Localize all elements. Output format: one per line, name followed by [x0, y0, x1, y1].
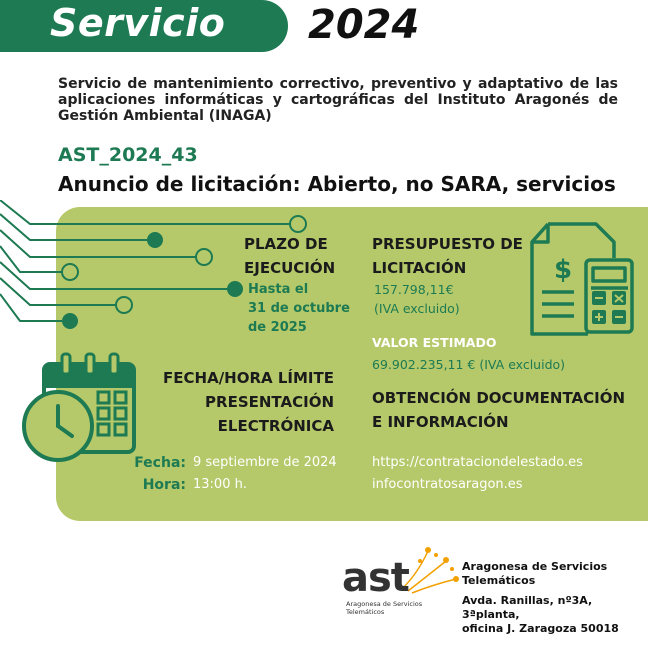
deadline-heading: FECHA/HORA LÍMITE PRESENTACIÓN ELECTRÓNICA — [163, 369, 334, 435]
infocontratos-link[interactable]: infocontratosaragon.es — [372, 477, 523, 492]
plazo-heading: PLAZO DE EJECUCIÓN — [244, 235, 336, 277]
estimated-value: 69.902.235,11 € (IVA excluido) — [372, 357, 566, 372]
presupuesto-amount: 157.798,11€ (IVA excluido) — [374, 282, 460, 316]
year-label: 2024 — [308, 2, 420, 48]
documentation-heading: OBTENCIÓN DOCUMENTACIÓN E INFORMACIÓN — [372, 389, 626, 431]
tender-code: AST_2024_43 — [58, 144, 198, 166]
ast-logo: ast — [342, 555, 409, 601]
presupuesto-heading: PRESUPUESTO DE LICITACIÓN — [372, 235, 523, 277]
documentation-links — [372, 452, 583, 496]
estimated-label: VALOR ESTIMADO — [372, 335, 497, 350]
organization-address: Avda. Ranillas, nº3A, 3ªplanta, oficina J. Zaragoza 50018 — [462, 594, 619, 635]
ast-logo-subtitle: Aragonesa de Servicios Telemáticos — [346, 600, 423, 616]
deadline-values: 9 septiembre de 2024 13:00 h. — [193, 455, 337, 492]
announcement-type: Anuncio de licitación: Abierto, no SARA, servicios — [58, 172, 616, 196]
tender-title: Servicio de mantenimiento correctivo, preventivo y adaptativo de las aplicaciones informáticas y cartográficas del Instituto Aragonés de Gestión Ambiental (INAGA) — [58, 76, 618, 124]
deadline-labels: Fecha: Hora: — [134, 455, 186, 493]
calendar-clock-icon — [16, 352, 138, 466]
svg-text:$: $ — [554, 255, 573, 285]
organization-name: Aragonesa de Servicios Telemáticos — [462, 560, 608, 587]
contratacion-link[interactable]: https://contrataciondelestado.es — [372, 455, 583, 470]
calculator-document-icon — [528, 222, 638, 337]
plazo-value: Hasta el 31 de octubre de 2025 — [248, 282, 350, 335]
banner-label: Servicio — [50, 1, 226, 45]
